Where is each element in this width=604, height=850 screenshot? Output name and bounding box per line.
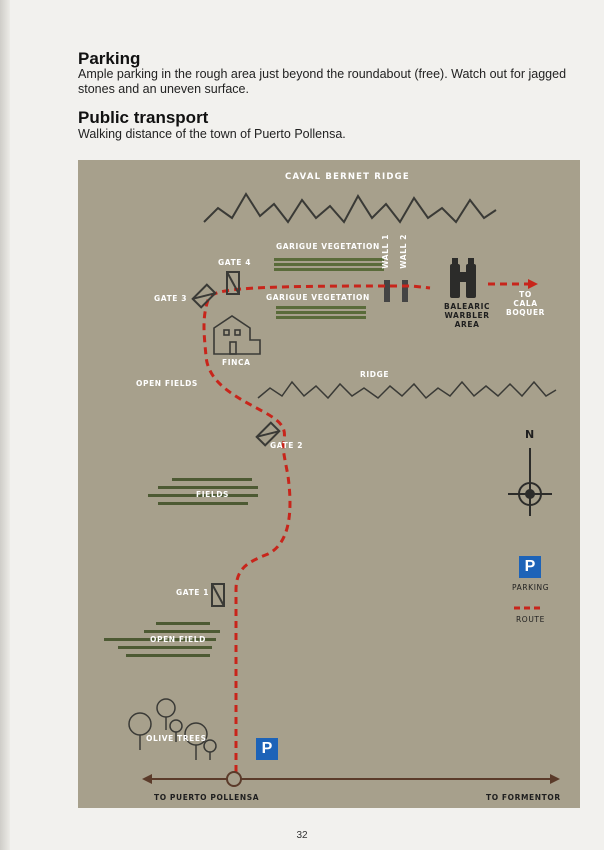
gate-1-symbol — [212, 584, 224, 606]
balearic-warbler-area-label: BALEARIC WARBLER AREA — [444, 302, 491, 329]
wall-1-symbol — [384, 280, 390, 302]
to-formentor-label: TO FORMENTOR — [486, 793, 561, 802]
route-arrow-head — [528, 279, 538, 289]
garigue-vegetation-label-1: GARIGUE VEGETATION — [276, 242, 380, 251]
caval-bernet-ridge-label: CAVAL BERNET RIDGE — [285, 172, 410, 182]
ridge-line — [258, 382, 556, 398]
map-drawing — [78, 160, 580, 808]
gate-2-label: GATE 2 — [270, 441, 304, 450]
to-cala-boquer-label: TO CALA BOQUER — [506, 290, 546, 317]
route-map — [78, 160, 580, 808]
roundabout — [227, 772, 241, 786]
open-fields-label: OPEN FIELDS — [136, 379, 198, 388]
legend-parking-label: PARKING — [512, 583, 550, 592]
compass-icon — [508, 448, 552, 516]
page-number: 32 — [296, 830, 308, 841]
binoculars-icon — [450, 258, 476, 298]
olive-trees-icon — [129, 699, 216, 760]
wall-2-symbol — [402, 280, 408, 302]
open-field-label: OPEN FIELD — [150, 635, 206, 644]
to-puerto-pollensa-label: TO PUERTO POLLENSA — [154, 793, 260, 802]
legend-parking-icon: P — [519, 556, 541, 578]
fields-label: FIELDS — [196, 490, 230, 499]
garigue-vegetation-label-2: GARIGUE VEGETATION — [266, 293, 370, 302]
caval-bernet-ridge-line — [204, 194, 496, 222]
parking-text: Ample parking in the rough area just beyond the roundabout (free). Watch out for jagged stones and an uneven surface. — [78, 67, 567, 96]
gate-3-label: GATE 3 — [154, 294, 188, 303]
road-arrow-left — [142, 774, 152, 784]
garigue-vegetation-symbol-1 — [274, 258, 384, 271]
gate-1-label: GATE 1 — [176, 588, 210, 597]
north-label: N — [525, 428, 535, 441]
parking-marker: P — [256, 738, 278, 760]
wall-2-label: WALL 2 — [399, 234, 408, 269]
garigue-vegetation-symbol-2 — [276, 306, 366, 319]
public-transport-text: Walking distance of the town of Puerto Pollensa. — [78, 127, 346, 141]
legend-route-label: ROUTE — [516, 615, 545, 624]
finca-icon — [214, 316, 260, 354]
heading-public-transport: Public transport — [78, 108, 209, 127]
ridge-label: RIDGE — [360, 370, 390, 379]
finca-label: FINCA — [222, 358, 251, 367]
gate-3-symbol — [193, 285, 216, 308]
road-arrow-right — [550, 774, 560, 784]
wall-1-label: WALL 1 — [381, 234, 390, 269]
olive-trees-label: OLIVE TREES — [146, 734, 207, 743]
heading-parking: Parking — [78, 49, 141, 68]
page-binding-edge — [0, 0, 10, 850]
gate-4-label: GATE 4 — [218, 258, 252, 267]
